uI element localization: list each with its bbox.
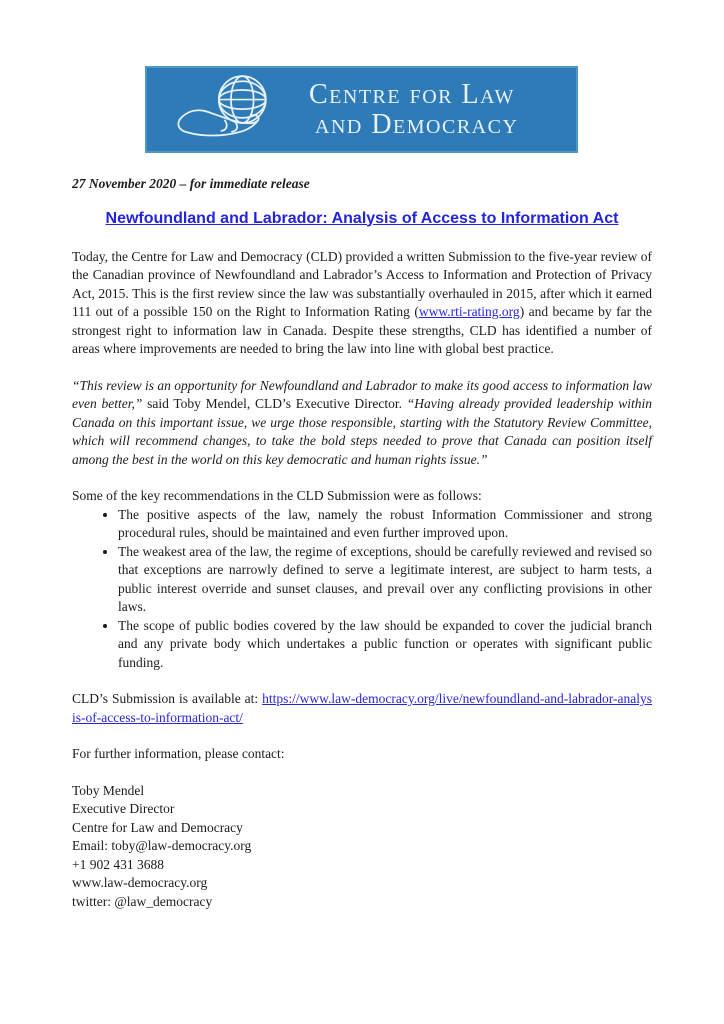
submission-paragraph [72,690,652,727]
recommendation-item-1: • The positive aspects of the law, namely the robust Information Commissioner and strong procedural rules, should be maintained and even further improved upon. [118,506,652,543]
intro-paragraph [72,248,652,359]
press-release-title: Newfoundland and Labrador: Analysis of Access to Information Act [105,209,619,227]
logo-line1: Centre for Law [309,79,515,111]
quote-part-1: “This review is an opportunity for Newfoundland and Labrador to make its good access to information law even better,” [72,377,653,411]
recommendation-item-3: • The scope of public bodies covered by the law should be expanded to cover the judicial branch and any private body which undertakes a public function or operates with significant public funding. [118,617,652,673]
contact-role: Executive Director [72,801,175,816]
contact-intro: For further information, please contact: [72,746,285,761]
quote-paragraph [72,377,652,470]
logo-wordmark [307,80,564,139]
submission-link[interactable]: https://www.law-democracy.org/live/newfoundland-and-labrador-analysis-of-access-to-information-act/ [72,691,652,725]
contact-organization: Centre for Law and Democracy [72,819,243,835]
intro-text-after-link: ) and became by far the strongest right to information law in Canada. Despite these strengths, CLD has identified a number of areas where improvements are needed to bring the law into line with global best practice. [72,304,652,356]
recommendation-item-2: • The weakest area of the law, the regime of exceptions, should be carefully reviewed and revised so that exceptions are narrowly defined to serve a legitimate interest, are subject to harm tests, a public interest override and sunset clauses, and prevail over any conflicting provisions in other laws. [118,543,652,617]
recommendations-list [72,506,652,673]
logo-line2: and Democracy [315,108,519,140]
quote-attribution: said Toby Mendel, CLD’s Executive Director. [142,396,407,411]
contact-block [72,782,652,912]
contact-twitter: twitter: @law_democracy [72,893,213,909]
cld-logo-banner [145,66,578,153]
contact-website: www.law-democracy.org [72,875,208,890]
recommendations-intro: Some of the key recommendations in the CLD Submission were as follows: [72,488,482,503]
dateline: 27 November 2020 – for immediate release [72,176,310,191]
contact-phone: +1 902 431 3688 [72,856,164,872]
submission-prefix: CLD’s Submission is available at: [72,691,263,706]
quote-part-2: “Having already provided leadership within Canada on this important issue, we urge those responsible, starting with the Statutory Review Committee, which will recommend changes, to take the bold steps needed to prove that Canada can position itself among the best in the world on this key democratic and human rights issue.” [72,396,652,467]
rti-rating-link[interactable]: www.rti-rating.org [418,304,520,319]
intro-text-before-link: Today, the Centre for Law and Democracy (CLD) provided a written Submission to the five-year review of the Canadian province of Newfoundland and Labrador’s Access to Information and Protection of Privacy Act, 2015. This is the first review since the law was substantially overhauled in 2015, after which it earned 111 out of a possible 150 on the Right to Information Rating ( [72,248,652,319]
contact-email: Email: toby@law-democracy.org [72,838,252,853]
contact-name: Toby Mendel [72,782,145,798]
hand-globe-icon [155,70,307,150]
